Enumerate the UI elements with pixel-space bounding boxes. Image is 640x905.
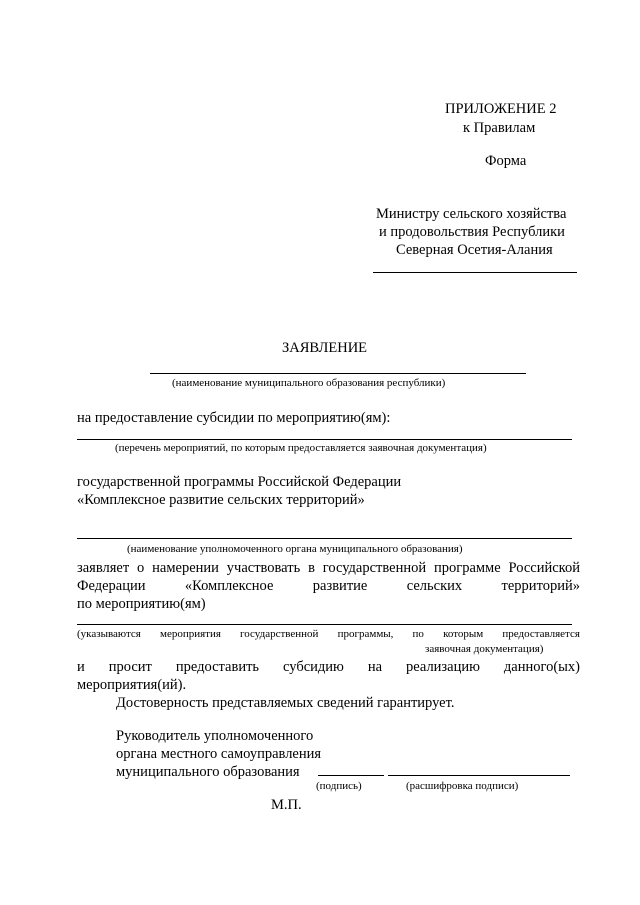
declares-line-1: заявляет о намерении участвовать в государственной программе Российской [77, 560, 580, 576]
authority-hint: (наименование уполномоченного органа муниципального образования) [127, 543, 463, 555]
signature-blank-line [318, 775, 384, 776]
addressee-line-2: и продовольствия Республики [379, 224, 565, 240]
signature-hint: (подпись) [316, 780, 362, 792]
document-title: ЗАЯВЛЕНИЕ [282, 340, 368, 356]
request-line-2: мероприятия(ий). [77, 677, 187, 693]
addressee-line-1: Министру сельского хозяйства [376, 206, 567, 222]
addressee-blank-line [373, 272, 577, 273]
signatory-line-1: Руководитель уполномоченного [116, 728, 314, 744]
declares-line-3: по мероприятию(ям) [77, 596, 206, 612]
signature-decode-hint: (расшифровка подписи) [406, 780, 519, 792]
appendix-label: ПРИЛОЖЕНИЕ 2 [445, 101, 557, 117]
program-events-hint-line-2: заявочная документация) [425, 643, 544, 655]
events-blank-line [77, 439, 572, 440]
signatory-line-3: муниципального образования [116, 764, 300, 780]
rules-label: к Правилам [463, 120, 536, 136]
guarantee-text: Достоверность представляемых сведений гарантирует. [116, 695, 455, 711]
authority-blank-line [77, 538, 572, 539]
addressee-line-3: Северная Осетия-Алания [396, 242, 553, 258]
subsidy-text: на предоставление субсидии по мероприятию(ям): [77, 410, 391, 426]
program-line-2: «Комплексное развитие сельских территорий» [77, 492, 365, 508]
signatory-line-2: органа местного самоуправления [116, 746, 322, 762]
seal-label: М.П. [271, 797, 302, 813]
events-hint: (перечень мероприятий, по которым предоставляется заявочная документация) [115, 442, 487, 454]
municipality-hint: (наименование муниципального образования республики) [172, 377, 446, 389]
signature-decode-blank-line [388, 775, 570, 776]
program-events-hint-line-1: (указываются мероприятия государственной программы, по которым предоставляется [77, 628, 580, 640]
program-events-blank-line [77, 624, 572, 625]
form-label: Форма [485, 153, 527, 169]
program-line-1: государственной программы Российской Федерации [77, 474, 402, 490]
request-line-1: и просит предоставить субсидию на реализацию данного(ых) [77, 659, 580, 675]
municipality-blank-line [150, 373, 526, 374]
declares-line-2: Федерации «Комплексное развитие сельских территорий» [77, 578, 580, 594]
